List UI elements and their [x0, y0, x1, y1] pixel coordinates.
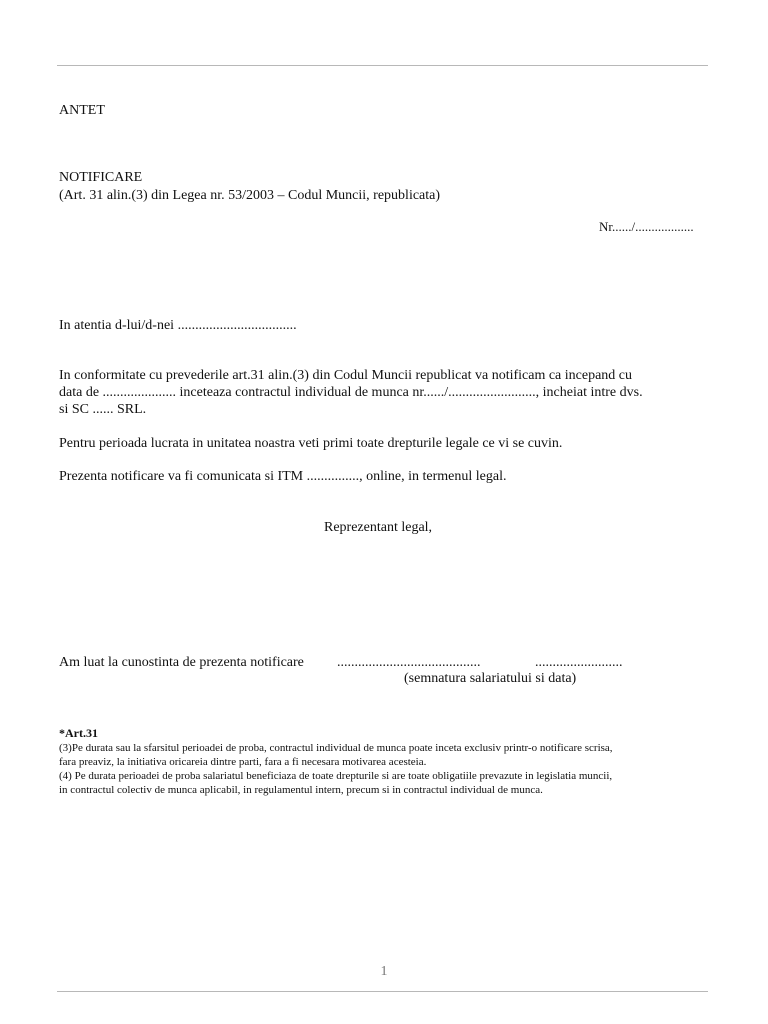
footnote-line-4: in contractul colectiv de munca aplicabil, in regulamentul intern, precum si in contractul individual de munca.: [59, 784, 543, 796]
top-rule: [57, 65, 708, 66]
signature-dots: .........................................: [337, 655, 481, 670]
registration-number: Nr....../..................: [599, 219, 694, 234]
paragraph-itm: Prezenta notificare va fi comunicata si ITM ..............., online, in termenul legal.: [59, 469, 507, 484]
footnote-line-2: fara preaviz, la initiativa oricareia dintre parti, fara a fi necesara motivarea acesteia.: [59, 756, 427, 768]
paragraph-termination-line-1: In conformitate cu prevederile art.31 alin.(3) din Codul Muncii republicat va notificam ca incepand cu: [59, 368, 633, 383]
bottom-rule: [57, 991, 708, 992]
paragraph-termination-line-3: si SC ...... SRL.: [59, 402, 147, 417]
letterhead-placeholder: ANTET: [59, 103, 105, 118]
attention-line: In atentia d-lui/d-nei ..................................: [59, 318, 297, 333]
legal-representative-label: Reprezentant legal,: [324, 520, 433, 535]
date-dots: .........................: [535, 655, 623, 670]
footnote-line-3: (4) Pe durata perioadei de proba salariatul beneficiaza de toate drepturile si are toate obligatiile prevazute in legislatia muncii,: [59, 770, 613, 782]
acknowledgement-text: Am luat la cunostinta de prezenta notificare: [59, 655, 304, 670]
notice-title: NOTIFICARE: [59, 170, 143, 185]
footnote-heading: *Art.31: [59, 726, 98, 740]
page-number: 1: [380, 964, 388, 979]
notice-subtitle: (Art. 31 alin.(3) din Legea nr. 53/2003 – Codul Muncii, republicata): [59, 188, 441, 203]
signature-caption: (semnatura salariatului si data): [404, 671, 577, 686]
footnote-line-1: (3)Pe durata sau la sfarsitul perioadei de proba, contractul individual de munca poate inceta exclusiv printr-o notificare scrisa,: [59, 742, 613, 754]
paragraph-termination-line-2: data de ..................... inceteaza contractul individual de munca nr....../........................., incheiat intre dvs.: [59, 385, 643, 400]
paragraph-rights: Pentru perioada lucrata in unitatea noastra veti primi toate drepturile legale ce vi se cuvin.: [59, 436, 563, 451]
